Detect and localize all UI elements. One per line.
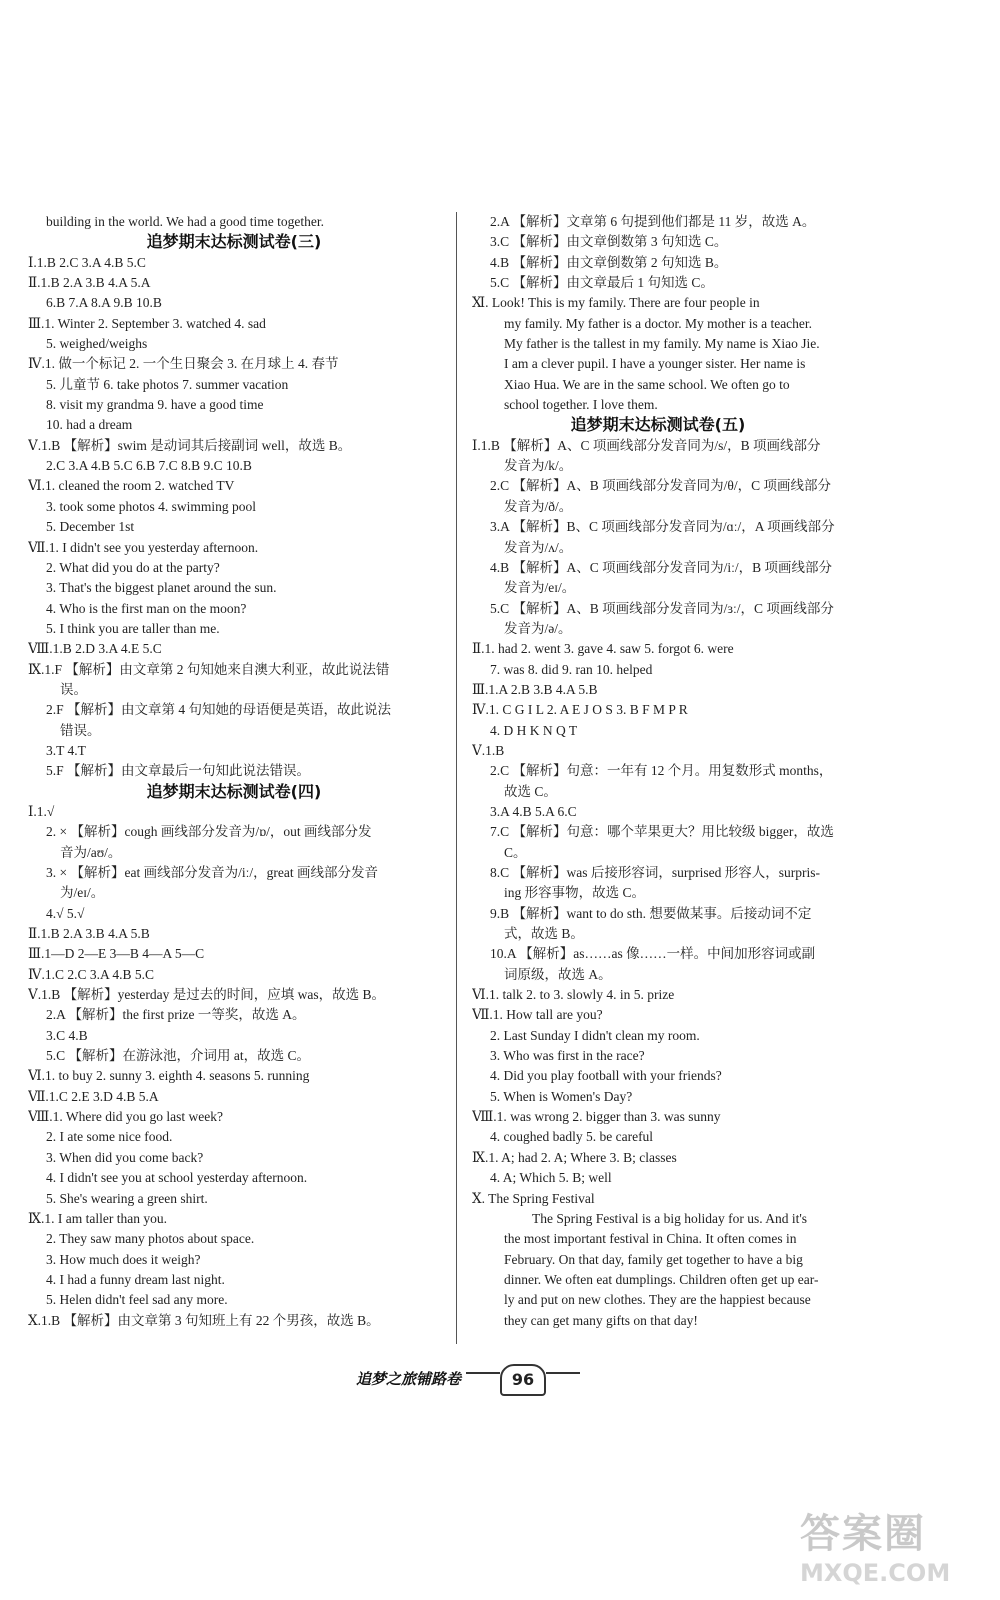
answer-line: Ⅷ.1. Where did you go last week? [28, 1109, 223, 1125]
answer-line: 2.C 3.A 4.B 5.C 6.B 7.C 8.B 9.C 10.B [46, 458, 252, 474]
answer-line: Ⅶ.1. How tall are you? [472, 1007, 603, 1023]
answer-line: 发音为/ʌ/。 [504, 539, 573, 555]
answer-line: ing 形容事物，故选 C。 [504, 885, 646, 901]
answer-line: 4. A; Which 5. B; well [490, 1170, 612, 1186]
answer-line: My father is the tallest in my family. My name is Xiao Jie. [504, 336, 820, 352]
answer-line: Ⅴ.1.B [472, 742, 505, 758]
answer-line: 2.A 【解析】文章第 6 句提到他们都是 11 岁，故选 A。 [490, 214, 816, 229]
answer-line: the most important festival in China. It often comes in [504, 1231, 797, 1247]
answer-line: 5. When is Women's Day? [490, 1088, 633, 1104]
answer-line: 7. was 8. did 9. ran 10. helped [490, 661, 653, 677]
answer-line: 2. × 【解析】cough 画线部分发音为/ɒ/，out 画线部分发 [46, 824, 372, 840]
answer-line: 9.B 【解析】want to do sth. 想要做某事。后接动词不定 [490, 905, 812, 921]
answer-line: 3. took some photos 4. swimming pool [46, 498, 257, 514]
answer-line: Ⅺ. Look! This is my family. There are four people in [472, 295, 760, 311]
answer-line: 3. How much does it weigh? [46, 1251, 201, 1267]
answer-line: Ⅸ.1.F 【解析】由文章第 2 句知她来自澳大利亚，故此说法错 [28, 661, 390, 677]
answer-line: 5. She's wearing a green shirt. [46, 1190, 208, 1206]
answer-line: 4. I didn't see you at school yesterday afternoon. [46, 1170, 308, 1186]
answer-line: 3.C 【解析】由文章倒数第 3 句知选 C。 [490, 234, 728, 250]
right-column [472, 212, 844, 1331]
answer-line: 发音为/eɪ/。 [504, 580, 576, 596]
answer-line: 2. What did you do at the party? [46, 559, 220, 575]
answer-line: 式，故选 B。 [504, 926, 584, 942]
answer-line: 3. × 【解析】eat 画线部分发音为/iː/，great 画线部分发音 [46, 865, 378, 880]
answer-line: Ⅶ.1.C 2.E 3.D 4.B 5.A [28, 1088, 159, 1104]
answer-line: 3.A 4.B 5.A 6.C [490, 803, 577, 819]
answer-line: 5.F 【解析】由文章最后一句知此说法错误。 [46, 763, 311, 779]
answer-line: 5. Helen didn't feel sad any more. [46, 1292, 228, 1308]
left-column [28, 212, 440, 1331]
answer-line: 5. December 1st [46, 519, 135, 535]
answer-line: Ⅱ.1.B 2.A 3.B 4.A 5.A [28, 275, 151, 291]
answer-line: 5.C 【解析】A、B 项画线部分发音同为/ɜː/，C 项画线部分 [490, 600, 834, 616]
answer-line: 4. coughed badly 5. be careful [490, 1129, 654, 1145]
answer-line: building in the world. We had a good time together. [46, 214, 324, 229]
answer-line: Ⅰ.1.B 2.C 3.A 4.B 5.C [28, 254, 146, 270]
answer-line: 4.√ 5.√ [46, 905, 85, 921]
wing-right-icon [546, 1372, 580, 1386]
answer-line: Ⅲ.1. Winter 2. September 3. watched 4. sad [28, 315, 266, 331]
answer-line: 5. I think you are taller than me. [46, 620, 220, 636]
answer-line: Ⅳ.1. C G I L 2. A E J O S 3. B F M P R [472, 702, 688, 718]
answer-line: 4.B 【解析】由文章倒数第 2 句知选 B。 [490, 254, 728, 270]
answer-line: my family. My father is a doctor. My mother is a teacher. [504, 315, 813, 331]
answer-line: they can get many gifts on that day! [504, 1312, 698, 1328]
answer-line: 4. Who is the first man on the moon? [46, 600, 247, 616]
column-divider [456, 212, 457, 1344]
answer-line: Ⅹ.1.B 【解析】由文章第 3 句知班上有 22 个男孩，故选 B。 [28, 1312, 380, 1328]
answer-line: 4. D H K N Q T [490, 722, 578, 738]
answer-line: 2. They saw many photos about space. [46, 1231, 255, 1247]
answer-line: Ⅲ.1—D 2—E 3—B 4—A 5—C [28, 946, 205, 962]
answer-line: 8.C 【解析】was 后接形容词，surprised 形容人，surpris- [490, 865, 820, 880]
answer-line: 发音为/ə/。 [504, 620, 572, 636]
answer-line: Ⅷ.1.B 2.D 3.A 4.E 5.C [28, 641, 162, 657]
wing-left-icon [466, 1372, 500, 1386]
answer-line: 5.C 【解析】由文章最后 1 句知选 C。 [490, 275, 714, 291]
answer-line: Ⅸ.1. A; had 2. A; Where 3. B; classes [472, 1149, 677, 1165]
answer-line: 词原级，故选 A。 [504, 966, 612, 982]
answer-line: Ⅵ.1. talk 2. to 3. slowly 4. in 5. prize [472, 987, 675, 1003]
answer-line: Ⅴ.1.B 【解析】swim 是动词其后接副词 well，故选 B。 [28, 437, 352, 453]
answer-line: 误。 [60, 681, 87, 697]
watermark [800, 1502, 990, 1592]
answer-line: I am a clever pupil. I have a younger sister. Her name is [504, 356, 806, 372]
answer-line: 3. That's the biggest planet around the sun. [46, 580, 277, 596]
answer-line: Ⅳ.1. 做一个标记 2. 一个生日聚会 3. 在月球上 4. 春节 [28, 356, 339, 372]
answer-line: 3. When did you come back? [46, 1149, 204, 1165]
answer-line: Ⅲ.1.A 2.B 3.B 4.A 5.B [472, 681, 598, 697]
answer-line: 10.A 【解析】as……as 像……一样。中间加形容词或副 [490, 946, 816, 962]
answer-line: Ⅶ.1. I didn't see you yesterday afternoon. [28, 539, 259, 555]
section-heading: 追梦期末达标测试卷(四) [146, 781, 322, 801]
answer-line: 3.T 4.T [46, 742, 86, 758]
watermark-logo: 答案圈 [800, 1511, 926, 1557]
answer-line: 5. weighed/weighs [46, 336, 148, 352]
answer-line: 2.C 【解析】句意：一年有 12 个月。用复数形式 months， [490, 763, 833, 779]
answer-line: 5.C 【解析】在游泳池，介词用 at，故选 C。 [46, 1048, 311, 1064]
answer-line: 3.A 【解析】B、C 项画线部分发音同为/ɑː/，A 项画线部分 [490, 519, 835, 535]
answer-line: February. On that day, family get together to have a big [504, 1251, 803, 1267]
answer-line: 4. Did you play football with your friends? [490, 1068, 722, 1084]
answer-line: Ⅸ.1. I am taller than you. [28, 1210, 167, 1226]
answer-line: The Spring Festival is a big holiday for us. And it's [532, 1210, 808, 1226]
answer-line: school together. I love them. [504, 397, 658, 413]
answer-line: 为/eɪ/。 [60, 885, 105, 901]
answer-line: Xiao Hua. We are in the same school. We often go to [504, 376, 790, 392]
answer-line: 2.C 【解析】A、B 项画线部分发音同为/θ/，C 项画线部分 [490, 478, 831, 494]
answer-line: 2. I ate some nice food. [46, 1129, 173, 1145]
answer-line: 2.A 【解析】the first prize 一等奖，故选 A。 [46, 1007, 306, 1023]
answer-line: Ⅵ.1. to buy 2. sunny 3. eighth 4. seasons 5. running [28, 1068, 310, 1084]
answer-line: 故选 C。 [504, 783, 557, 799]
answer-line: 2. Last Sunday I didn't clean my room. [490, 1027, 700, 1043]
answer-line: dinner. We often eat dumplings. Children often get up ear- [504, 1271, 819, 1287]
answer-line: 发音为/ð/。 [504, 498, 573, 514]
answer-line: 错误。 [60, 722, 101, 738]
answer-line: 3.C 4.B [46, 1027, 88, 1043]
answer-line: 3. Who was first in the race? [490, 1048, 645, 1064]
answer-line: Ⅹ. The Spring Festival [472, 1190, 595, 1206]
answer-line: Ⅱ.1.B 2.A 3.B 4.A 5.B [28, 926, 150, 942]
brand-logo: 追梦之旅铺路卷 [356, 1370, 462, 1388]
answer-line: Ⅳ.1.C 2.C 3.A 4.B 5.C [28, 966, 155, 982]
answer-line: 8. visit my grandma 9. have a good time [46, 397, 264, 413]
answer-line: 4.B 【解析】A、C 项画线部分发音同为/iː/，B 项画线部分 [490, 559, 833, 575]
answer-line: Ⅵ.1. cleaned the room 2. watched TV [28, 478, 235, 494]
answer-line: ly and put on new clothes. They are the happiest because [504, 1292, 811, 1308]
answer-line: Ⅴ.1.B 【解析】yesterday 是过去的时间，应填 was，故选 B。 [28, 987, 385, 1003]
watermark-url: MXQE.COM [800, 1559, 951, 1587]
answer-line: Ⅱ.1. had 2. went 3. gave 4. saw 5. forgot 6. were [472, 641, 734, 657]
answer-line: 6.B 7.A 8.A 9.B 10.B [46, 295, 162, 311]
answer-line: Ⅰ.1.B 【解析】A、C 项画线部分发音同为/s/，B 项画线部分 [472, 437, 821, 453]
section-heading: 追梦期末达标测试卷(三) [146, 232, 322, 252]
answer-line: Ⅰ.1.√ [28, 803, 55, 819]
section-heading: 追梦期末达标测试卷(五) [570, 415, 746, 435]
page-number: 96 [500, 1364, 546, 1396]
answer-line: 发音为/k/。 [504, 458, 573, 474]
answer-line: 5. 儿童节 6. take photos 7. summer vacation [46, 376, 289, 392]
page-footer [0, 1362, 1000, 1398]
answer-line: 7.C 【解析】句意：哪个苹果更大？用比较级 bigger，故选 [490, 824, 834, 840]
answer-line: 音为/aʊ/。 [60, 844, 122, 860]
answer-line: 2.F 【解析】由文章第 4 句知她的母语便是英语，故此说法 [46, 702, 392, 718]
answer-line: 10. had a dream [46, 417, 133, 433]
answer-line: 4. I had a funny dream last night. [46, 1271, 225, 1287]
answer-line: Ⅷ.1. was wrong 2. bigger than 3. was sunny [472, 1109, 721, 1125]
answer-line: C。 [504, 844, 527, 860]
